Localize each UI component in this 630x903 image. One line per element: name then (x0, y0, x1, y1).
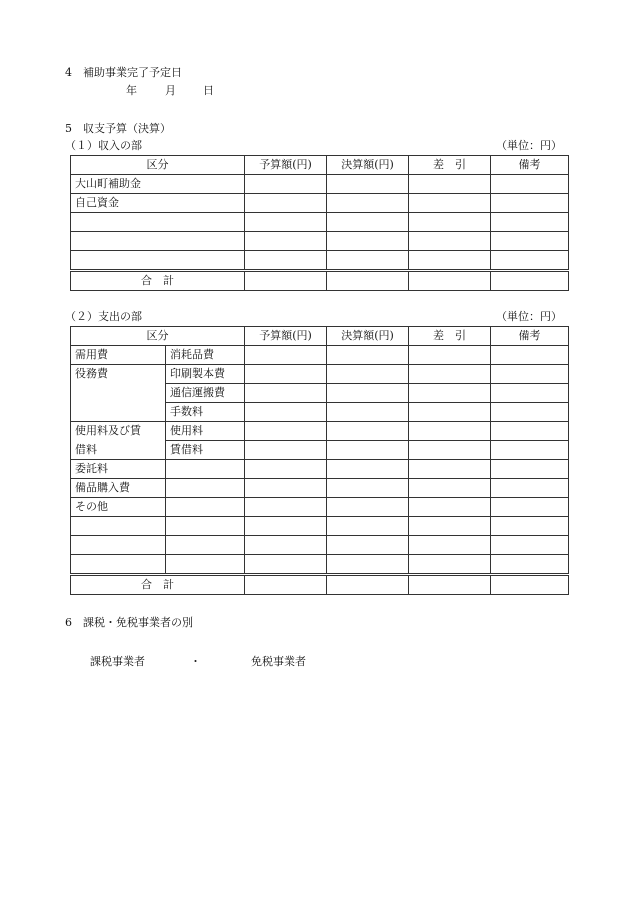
section-5-heading: 5 収支予算（決算） (65, 122, 171, 135)
total-row (71, 575, 569, 595)
table-row (71, 175, 569, 194)
row-subcategory: 通信運搬費 (166, 384, 245, 403)
col-header-difference: 差 引 (409, 327, 491, 346)
income-unit-label: （単位：円） (496, 139, 562, 152)
col-header-remarks: 備考 (491, 327, 569, 346)
row-category: 需用費 (71, 346, 166, 365)
date-year-label: 年 (126, 84, 137, 97)
col-header-category: 区分 (71, 327, 245, 346)
row-subcategory: 消耗品費 (166, 346, 245, 365)
row-subcategory: 手数料 (166, 403, 245, 422)
col-header-category: 区分 (71, 156, 245, 175)
option-separator: ・ (190, 655, 201, 668)
table-row (71, 251, 569, 271)
col-header-difference: 差 引 (409, 156, 491, 175)
row-category: 委託料 (71, 460, 166, 479)
section-4-heading: 4 補助事業完了予定日 (65, 66, 182, 79)
row-subcategory: 印刷製本費 (166, 365, 245, 384)
row-subcategory: 使用料 (166, 422, 245, 441)
expense-unit-label: （単位：円） (496, 310, 562, 323)
row-label: 自己資金 (71, 194, 245, 213)
table-row (71, 517, 569, 536)
col-header-remarks: 備考 (491, 156, 569, 175)
row-label: 大山町補助金 (71, 175, 245, 194)
table-row (71, 213, 569, 232)
row-category: 役務費 (71, 365, 166, 422)
table-row (71, 498, 569, 517)
income-table (70, 155, 569, 291)
exempt-business-option: 免税事業者 (251, 655, 306, 668)
section-6-heading: 6 課税・免税事業者の別 (65, 616, 193, 629)
table-row (71, 232, 569, 251)
table-row (71, 460, 569, 479)
total-label: 合 計 (71, 271, 245, 291)
expense-table (70, 326, 569, 595)
row-category: その他 (71, 498, 166, 517)
row-category: 使用料及び賃 (71, 422, 166, 441)
table-row (71, 422, 569, 441)
col-header-settlement: 決算額(円) (327, 156, 409, 175)
date-month-label: 月 (165, 84, 176, 97)
date-day-label: 日 (203, 84, 214, 97)
table-row (71, 441, 569, 460)
taxable-business-option: 課税事業者 (90, 655, 145, 668)
income-section-title: （１）収入の部 (65, 139, 142, 152)
expense-section-title: （２）支出の部 (65, 310, 142, 323)
total-row (71, 271, 569, 291)
col-header-settlement: 決算額(円) (327, 327, 409, 346)
row-category: 借料 (71, 441, 166, 460)
table-row (71, 346, 569, 365)
table-row (71, 555, 569, 575)
table-row (71, 536, 569, 555)
table-row (71, 479, 569, 498)
table-row (71, 365, 569, 384)
col-header-budget: 予算額(円) (245, 327, 327, 346)
total-label: 合 計 (71, 575, 245, 595)
row-subcategory: 賃借料 (166, 441, 245, 460)
row-category: 備品購入費 (71, 479, 166, 498)
table-row (71, 194, 569, 213)
col-header-budget: 予算額(円) (245, 156, 327, 175)
